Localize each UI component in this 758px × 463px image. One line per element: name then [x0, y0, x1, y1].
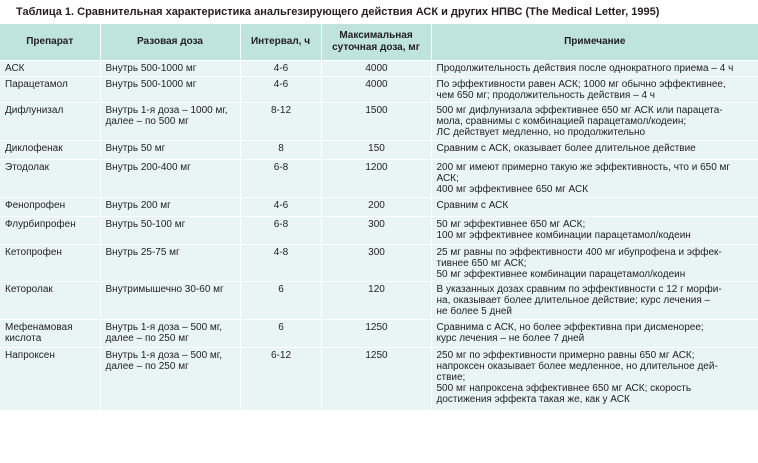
- cell-max-dose: 1250: [321, 347, 431, 410]
- cell-max-dose: 200: [321, 197, 431, 216]
- cell-drug: Дифлунизал: [0, 102, 100, 140]
- cell-note: В указанных дозах сравним по эффективности с 12 г морфи- на, оказывает более длительное действие; курс лечения – не более 5 дней: [431, 281, 758, 319]
- cell-dose: Внутримышечно 30-60 мг: [100, 281, 240, 319]
- cell-dose: Внутрь 500-1000 мг: [100, 76, 240, 102]
- cell-drug: Напроксен: [0, 347, 100, 410]
- comparison-table: [0, 24, 758, 411]
- cell-note: Сравнима с АСК, но более эффективна при дисменорее; курс лечения – не более 7 дней: [431, 319, 758, 347]
- table-row: [0, 76, 758, 102]
- cell-interval: 4-6: [240, 76, 321, 102]
- cell-drug: Кеторолак: [0, 281, 100, 319]
- cell-drug: Фенопрофен: [0, 197, 100, 216]
- cell-max-dose: 120: [321, 281, 431, 319]
- cell-max-dose: 300: [321, 216, 431, 244]
- cell-interval: 6: [240, 281, 321, 319]
- cell-max-dose: 1250: [321, 319, 431, 347]
- cell-max-dose: 4000: [321, 76, 431, 102]
- cell-dose: Внутрь 200-400 мг: [100, 159, 240, 197]
- cell-note: Сравним с АСК, оказывает более длительное действие: [431, 140, 758, 159]
- cell-interval: 4-8: [240, 244, 321, 281]
- cell-interval: 6-8: [240, 159, 321, 197]
- cell-note: 200 мг имеют примерно такую же эффективность, что и 650 мг АСК; 400 мг эффективнее 650 мг АСК: [431, 159, 758, 197]
- cell-interval: 8: [240, 140, 321, 159]
- header-interval: Интервал, ч: [240, 24, 321, 60]
- cell-drug: Кетопрофен: [0, 244, 100, 281]
- table-row: [0, 281, 758, 319]
- cell-dose: Внутрь 500-1000 мг: [100, 60, 240, 76]
- table-row: [0, 197, 758, 216]
- cell-drug: Флурбипрофен: [0, 216, 100, 244]
- header-note: Примечание: [431, 24, 758, 60]
- cell-dose: Внутрь 25-75 мг: [100, 244, 240, 281]
- table-row: [0, 159, 758, 197]
- cell-max-dose: 300: [321, 244, 431, 281]
- table-row: [0, 244, 758, 281]
- cell-drug: Мефенамовая кислота: [0, 319, 100, 347]
- table-body: [0, 60, 758, 410]
- cell-interval: 4-6: [240, 197, 321, 216]
- header-drug: Препарат: [0, 24, 100, 60]
- cell-dose: Внутрь 1-я доза – 1000 мг, далее – по 500 мг: [100, 102, 240, 140]
- cell-dose: Внутрь 1-я доза – 500 мг, далее – по 250 мг: [100, 319, 240, 347]
- cell-max-dose: 4000: [321, 60, 431, 76]
- cell-interval: 6-8: [240, 216, 321, 244]
- cell-note: Сравним с АСК: [431, 197, 758, 216]
- cell-interval: 4-6: [240, 60, 321, 76]
- cell-dose: Внутрь 200 мг: [100, 197, 240, 216]
- cell-note: 25 мг равны по эффективности 400 мг ибупрофена и эффек- тивнее 650 мг АСК; 50 мг эффективнее комбинации парацетамол/кодеин: [431, 244, 758, 281]
- table-caption: Таблица 1. Сравнительная характеристика анальгезирующего действия АСК и других НПВС (The Medical Letter, 1995): [16, 6, 660, 18]
- cell-drug: Диклофенак: [0, 140, 100, 159]
- cell-dose: Внутрь 50 мг: [100, 140, 240, 159]
- header-dose: Разовая доза: [100, 24, 240, 60]
- table-row: [0, 102, 758, 140]
- cell-note: 250 мг по эффективности примерно равны 650 мг АСК; напроксен оказывает более медленное, но длительное дей- ствие; 500 мг напроксена эффективнее 650 мг АСК; скорость достижения эффекта такая же, как у АСК: [431, 347, 758, 410]
- cell-dose: Внутрь 50-100 мг: [100, 216, 240, 244]
- cell-note: По эффективности равен АСК; 1000 мг обычно эффективнее, чем 650 мг; продолжительность действия – 4 ч: [431, 76, 758, 102]
- cell-max-dose: 1200: [321, 159, 431, 197]
- cell-dose: Внутрь 1-я доза – 500 мг, далее – по 250 мг: [100, 347, 240, 410]
- cell-max-dose: 150: [321, 140, 431, 159]
- cell-drug: АСК: [0, 60, 100, 76]
- cell-interval: 6: [240, 319, 321, 347]
- cell-drug: Парацетамол: [0, 76, 100, 102]
- cell-drug: Этодолак: [0, 159, 100, 197]
- cell-note: 500 мг дифлунизала эффективнее 650 мг АСК или парацета- мола, сравнимы с комбинацией парацетамол/кодеин; ЛС действует медленно, но продолжительно: [431, 102, 758, 140]
- table-row: [0, 319, 758, 347]
- header-max-dose: Максимальная суточная доза, мг: [321, 24, 431, 60]
- header-row: [0, 24, 758, 60]
- table-row: [0, 140, 758, 159]
- cell-interval: 8-12: [240, 102, 321, 140]
- table-row: [0, 216, 758, 244]
- table-row: [0, 60, 758, 76]
- table-row: [0, 347, 758, 410]
- cell-note: 50 мг эффективнее 650 мг АСК; 100 мг эффективнее комбинации парацетамол/кодеин: [431, 216, 758, 244]
- cell-note: Продолжительность действия после однократного приема – 4 ч: [431, 60, 758, 76]
- cell-max-dose: 1500: [321, 102, 431, 140]
- cell-interval: 6-12: [240, 347, 321, 410]
